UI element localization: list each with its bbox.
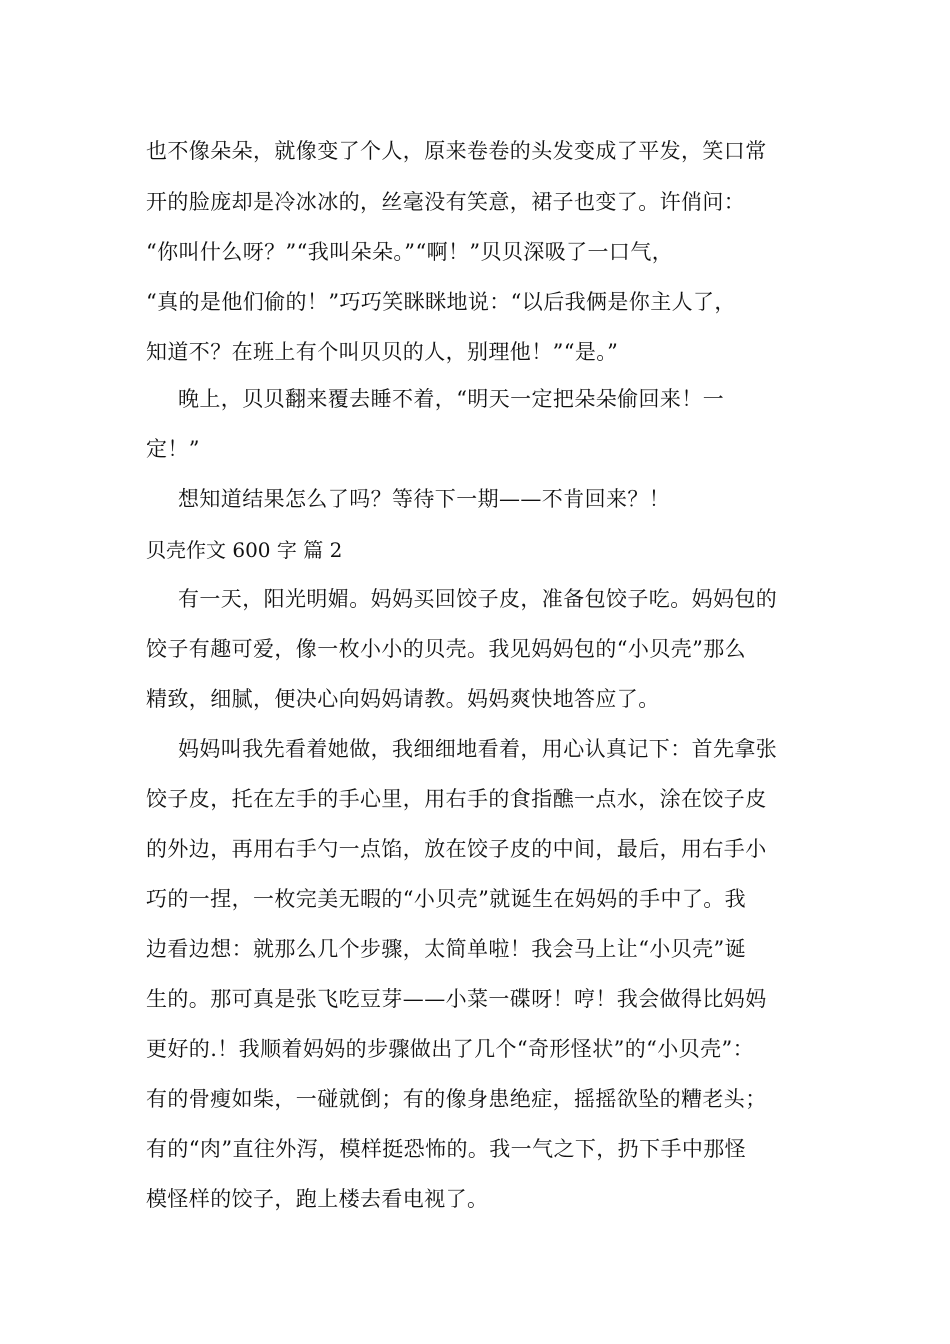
text-line: 有的骨瘦如柴，一碰就倒；有的像身患绝症，摇摇欲坠的糟老头； — [146, 1087, 767, 1111]
text-line: 饺子有趣可爱，像一枚小小的贝壳。我见妈妈包的“小贝壳”那么 — [146, 637, 747, 661]
text-line: 更好的.！我顺着妈妈的步骤做出了几个“奇形怪状”的“小贝壳”： — [146, 1037, 755, 1061]
text-line: 定！” — [146, 437, 200, 461]
text-line: 的外边，再用右手勺一点馅，放在饺子皮的中间，最后，用右手小 — [146, 837, 767, 861]
text-line: “你叫什么呀？”“我叫朵朵。”“啊！”贝贝深吸了一口气， — [146, 240, 674, 264]
text-line: 知道不？在班上有个叫贝贝的人，别理他！”“是。” — [146, 340, 619, 364]
paragraph-start-line: 想知道结果怎么了吗？等待下一期——不肯回来？！ — [178, 487, 671, 511]
paragraph-start-line: 妈妈叫我先看着她做，我细细地看着，用心认真记下：首先拿张 — [178, 737, 778, 761]
text-line: 边看边想：就那么几个步骤，太简单啦！我会马上让“小贝壳”诞 — [146, 937, 747, 961]
text-line: 饺子皮，托在左手的手心里，用右手的食指醮一点水，涂在饺子皮 — [146, 787, 767, 811]
text-line: 模怪样的饺子，跑上楼去看电视了。 — [146, 1187, 489, 1211]
paragraph-start-line: 晚上，贝贝翻来覆去睡不着，“明天一定把朵朵偷回来！一 — [178, 387, 725, 411]
paragraph-start-line: 有一天，阳光明媚。妈妈买回饺子皮，准备包饺子吃。妈妈包的 — [178, 587, 778, 611]
text-line: 精致，细腻，便决心向妈妈请教。妈妈爽快地答应了。 — [146, 687, 660, 711]
text-line: 有的“肉”直往外泻，模样挺恐怖的。我一气之下，扔下手中那怪 — [146, 1137, 747, 1161]
text-line: 巧的一捏，一枚完美无暇的“小贝壳”就诞生在妈妈的手中了。我 — [146, 887, 747, 911]
section-heading: 贝壳作文 600 字 篇 2 — [146, 538, 343, 562]
text-line: “真的是他们偷的！”巧巧笑眯眯地说：“以后我俩是你主人了， — [146, 290, 736, 314]
text-line: 生的。那可真是张飞吃豆芽——小菜一碟呀！哼！我会做得比妈妈 — [146, 987, 767, 1011]
text-line: 也不像朵朵，就像变了个人，原来卷卷的头发变成了平发，笑口常 — [146, 139, 767, 163]
text-line: 开的脸庞却是冷冰冰的，丝毫没有笑意，裙子也变了。许俏问： — [146, 190, 746, 214]
